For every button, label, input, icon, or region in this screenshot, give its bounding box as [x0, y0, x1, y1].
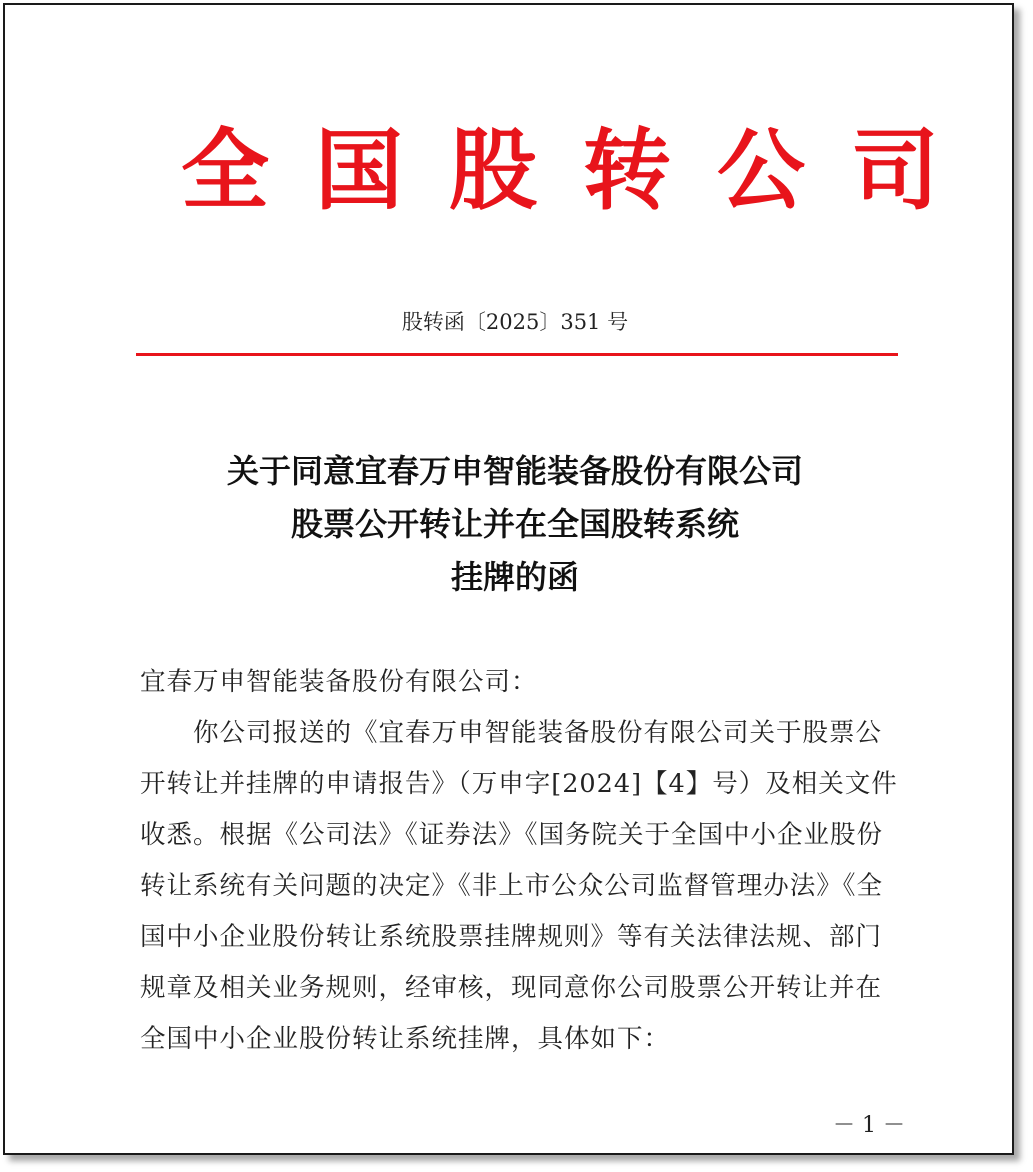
body-line: 转让系统有关问题的决定》《非上市公众公司监督管理办法》《全	[140, 871, 884, 901]
body-line: 全国中小企业股份转让系统挂牌，具体如下：	[140, 1024, 671, 1054]
subject-line: 挂牌的函	[450, 558, 579, 596]
document-page	[3, 3, 1014, 1155]
red-divider-line	[136, 353, 898, 356]
body-line: 收悉。根据《公司法》《证券法》《国务院关于全国中小企业股份	[140, 820, 884, 850]
salutation: 宜春万申智能装备股份有限公司：	[140, 667, 538, 697]
subject-line: 关于同意宜春万申智能装备股份有限公司	[226, 452, 803, 490]
body-line: 你公司报送的《宜春万申智能装备股份有限公司关于股票公	[140, 718, 883, 748]
issuing-organization-title: 全国股转公司	[181, 118, 986, 222]
document-subject	[105, 445, 925, 604]
body-line: 规章及相关业务规则，经审核，现同意你公司股票公开转让并在	[140, 973, 883, 1003]
page-number: － 1 －	[833, 1113, 905, 1138]
letter-body	[140, 657, 900, 1065]
subject-line: 股票公开转让并在全国股转系统	[290, 505, 739, 543]
body-line: 国中小企业股份转让系统股票挂牌规则》等有关法律法规、部门	[140, 922, 883, 952]
document-number: 股转函〔2025〕351 号	[401, 310, 629, 334]
body-line: 开转让并挂牌的申请报告》（万申字[2024]【4】号）及相关文件	[140, 769, 898, 799]
